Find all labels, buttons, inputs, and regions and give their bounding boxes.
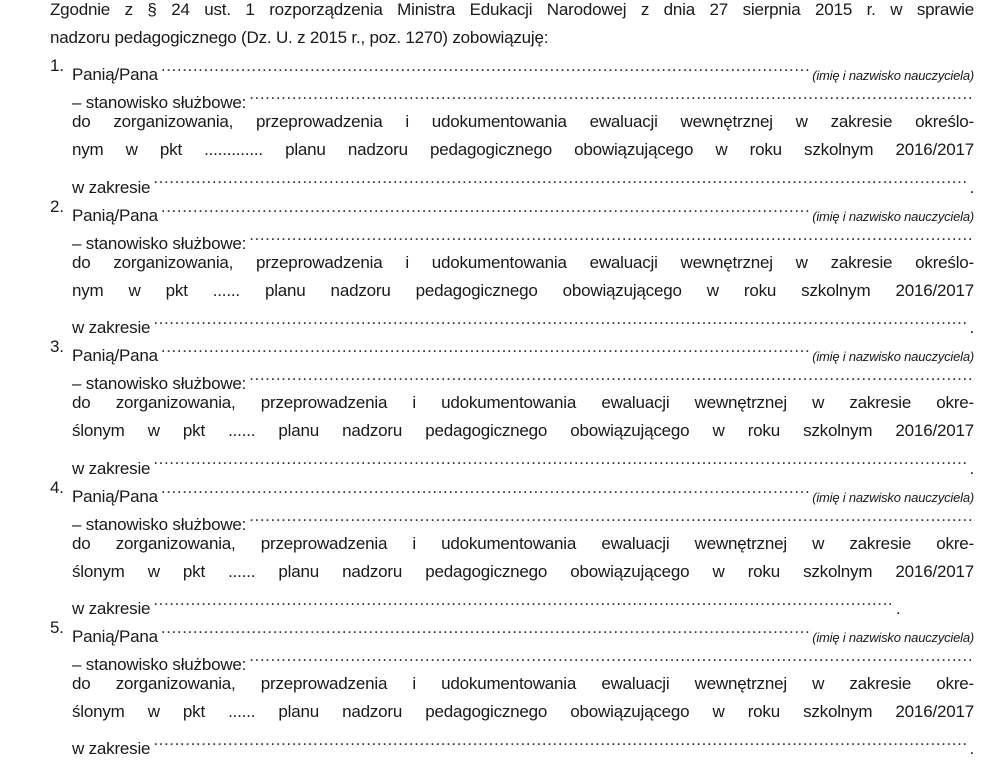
scope-field[interactable] — [153, 305, 969, 333]
scope-label: w zakresie — [72, 177, 151, 197]
assignment-item — [0, 614, 1000, 759]
intro-line-1: Zgodnie z § 24 ust. 1 rozporządzenia Ministra Edukacji Narodowej z dnia 27 sierpnia 2015 r. w sprawie — [50, 0, 974, 19]
plan-text — [72, 277, 974, 305]
scope-label: w zakresie — [72, 318, 151, 338]
plan-text-end: planu nadzoru pedagogicznego obowiązującego w roku szkolnym 2016/2017 — [285, 140, 974, 160]
end-period: . — [969, 318, 974, 338]
name-hint: (imię i nazwisko nauczyciela) — [812, 489, 974, 505]
plan-text-start: ślonym w pkt — [72, 702, 206, 722]
teacher-name-field[interactable] — [161, 474, 809, 502]
point-field[interactable]: ...... — [228, 561, 256, 581]
item-number: 5. — [50, 618, 64, 638]
plan-text-end: planu nadzoru pedagogicznego obowiązującego w roku szkolnym 2016/2017 — [278, 561, 974, 581]
name-hint: (imię i nazwisko nauczyciela) — [812, 68, 974, 84]
point-field[interactable]: ...... — [228, 421, 256, 441]
point-field[interactable]: ............. — [204, 140, 263, 160]
scope-label: w zakresie — [72, 598, 151, 618]
plan-text-start: ślonym w pkt — [72, 561, 206, 581]
teacher-name-field[interactable] — [161, 193, 809, 221]
task-text: do zorganizowania, przeprowadzenia i udokumentowania ewaluacji wewnętrznej w zakresie okre- — [72, 674, 974, 694]
task-text: do zorganizowania, przeprowadzenia i udokumentowania ewaluacji wewnętrznej w zakresie określo- — [72, 252, 974, 272]
position-label: – stanowisko służbowe: — [72, 655, 247, 675]
item-number: 1. — [50, 56, 64, 76]
scope-field[interactable] — [153, 726, 969, 754]
scope-label: w zakresie — [72, 739, 151, 759]
position-label: – stanowisko służbowe: — [72, 233, 247, 253]
plan-text — [72, 136, 974, 164]
assignment-item — [0, 333, 1000, 478]
plan-text — [72, 558, 974, 586]
end-period: . — [969, 458, 974, 478]
position-field[interactable] — [249, 642, 974, 670]
teacher-name-field[interactable] — [161, 333, 809, 361]
assignment-item — [0, 52, 1000, 197]
scope-label: w zakresie — [72, 458, 151, 478]
position-label: – stanowisko służbowe: — [72, 514, 247, 534]
plan-text — [72, 698, 974, 726]
point-field[interactable]: ...... — [228, 702, 256, 722]
teacher-name-field[interactable] — [161, 52, 809, 80]
position-label: – stanowisko służbowe: — [72, 374, 247, 394]
plan-text-start: nym w pkt — [72, 280, 188, 300]
end-period: . — [969, 739, 974, 759]
scope-field[interactable] — [153, 446, 969, 474]
name-hint: (imię i nazwisko nauczyciela) — [812, 630, 974, 646]
assignment-item — [0, 193, 1000, 338]
scope-field[interactable] — [153, 165, 969, 193]
name-label: Panią/Pana — [72, 486, 158, 506]
position-field[interactable] — [249, 221, 974, 249]
name-label: Panią/Pana — [72, 346, 158, 366]
plan-text-end: planu nadzoru pedagogicznego obowiązującego w roku szkolnym 2016/2017 — [278, 421, 974, 441]
task-text: do zorganizowania, przeprowadzenia i udokumentowania ewaluacji wewnętrznej w zakresie okre- — [72, 533, 974, 553]
end-period: . — [895, 598, 901, 618]
plan-text-end: planu nadzoru pedagogicznego obowiązującego w roku szkolnym 2016/2017 — [278, 702, 974, 722]
task-text: do zorganizowania, przeprowadzenia i udokumentowania ewaluacji wewnętrznej w zakresie określo- — [72, 112, 974, 132]
name-label: Panią/Pana — [72, 65, 158, 85]
name-label: Panią/Pana — [72, 205, 158, 225]
position-field[interactable] — [249, 361, 974, 389]
teacher-name-field[interactable] — [161, 614, 809, 642]
plan-text-start: ślonym w pkt — [72, 421, 206, 441]
assignment-item — [0, 474, 1000, 618]
task-text: do zorganizowania, przeprowadzenia i udokumentowania ewaluacji wewnętrznej w zakresie okre- — [72, 393, 974, 413]
position-label: – stanowisko służbowe: — [72, 93, 247, 113]
position-field[interactable] — [249, 502, 974, 530]
name-label: Panią/Pana — [72, 627, 158, 647]
plan-text-end: planu nadzoru pedagogicznego obowiązującego w roku szkolnym 2016/2017 — [264, 280, 974, 300]
end-period: . — [969, 177, 974, 197]
plan-text — [72, 417, 974, 445]
intro-line-2: nadzoru pedagogicznego (Dz. U. z 2015 r., poz. 1270) zobowiązuję: — [50, 28, 549, 48]
name-hint: (imię i nazwisko nauczyciela) — [812, 349, 974, 365]
position-field[interactable] — [249, 80, 974, 108]
scope-field[interactable] — [153, 586, 891, 614]
item-number: 2. — [50, 196, 64, 216]
name-hint: (imię i nazwisko nauczyciela) — [812, 208, 974, 224]
item-number: 4. — [50, 477, 64, 497]
item-number: 3. — [50, 337, 64, 357]
plan-text-start: nym w pkt — [72, 140, 182, 160]
point-field[interactable]: ...... — [212, 280, 240, 300]
